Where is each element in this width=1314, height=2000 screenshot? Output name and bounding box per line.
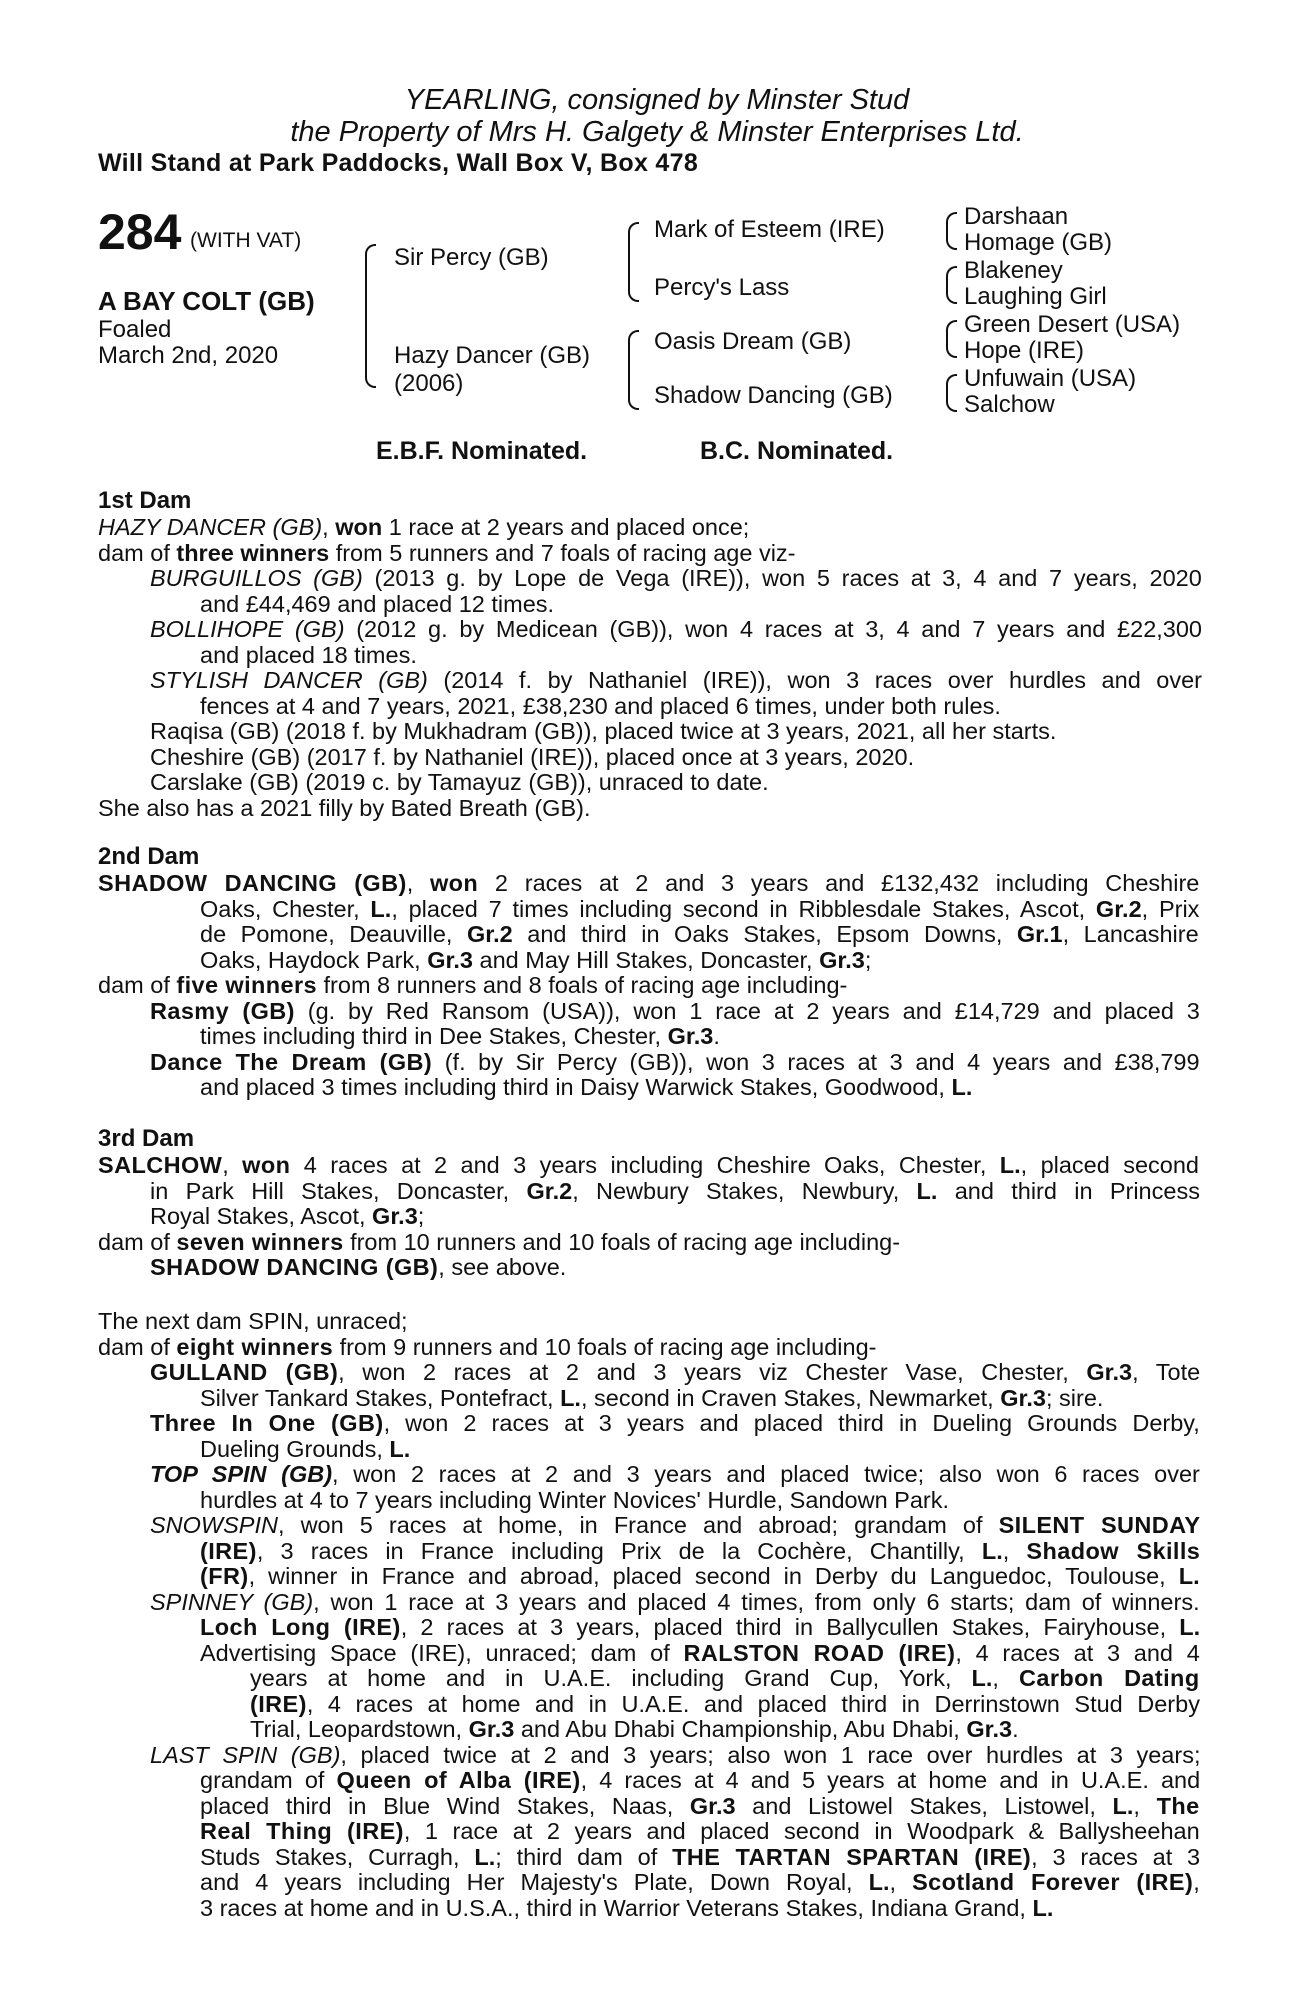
emphasis-text: (FR) bbox=[200, 1563, 249, 1589]
pedigree-g3: Unfuwain (USA) bbox=[964, 365, 1137, 392]
text-run: , won 1 race at 3 years and placed 4 times, from only 6 starts; dam of winners. bbox=[313, 1588, 1200, 1615]
stabling-line: Will Stand at Park Paddocks, Wall Box V, Box 478 bbox=[98, 149, 699, 177]
text-run: (2013 g. by Lope de Vega (IRE)), won 5 races at 3, 4 and 7 years, 2020 bbox=[362, 565, 1202, 591]
text-line bbox=[98, 1229, 900, 1255]
text-run: , bbox=[992, 1665, 1019, 1691]
emphasis-text: won bbox=[335, 514, 383, 540]
pedigree-brace-g3-3 bbox=[946, 320, 957, 358]
pedigree-g3: Blakeney bbox=[964, 257, 1063, 284]
emphasis-text: GULLAND (GB) bbox=[150, 1359, 339, 1385]
emphasis-text: SPINNEY (GB) bbox=[150, 1588, 314, 1615]
pedigree-brace-g3-2 bbox=[946, 266, 957, 304]
emphasis-text: Queen of Alba (IRE) bbox=[336, 1767, 581, 1793]
emphasis-text: Carbon Dating bbox=[1018, 1665, 1200, 1691]
emphasis-text: STYLISH DANCER (GB) bbox=[150, 667, 428, 693]
text-run: (2012 g. by Medicean (GB)), won 4 races at 3, 4 and 7 years and £22,300 bbox=[344, 616, 1203, 642]
emphasis-text: Gr.3 bbox=[372, 1203, 418, 1229]
emphasis-text: L. bbox=[1032, 1894, 1054, 1921]
third-dam-heading: 3rd Dam bbox=[98, 1125, 195, 1152]
text-line bbox=[150, 718, 1056, 744]
pedigree-g3: Salchow bbox=[964, 391, 1055, 418]
text-line bbox=[150, 616, 1202, 642]
text-run: fences at 4 and 7 years, 2021, £38,230 and placed 6 times, under both rules. bbox=[200, 692, 1001, 719]
text-run: and third in Oaks Stakes, Epsom Downs, bbox=[512, 921, 1017, 947]
pedigree-brace-g3-4 bbox=[946, 374, 957, 412]
pedigree-brace-main bbox=[365, 244, 376, 388]
text-run: and placed 3 times including third in Daisy Warwick Stakes, Goodwood, bbox=[200, 1074, 952, 1100]
emphasis-text: SILENT SUNDAY bbox=[998, 1512, 1201, 1538]
text-run: Oaks, Chester, bbox=[200, 895, 371, 922]
text-run: , bbox=[1193, 1869, 1200, 1895]
emphasis-text: three winners bbox=[176, 539, 330, 566]
text-run: and Listowel Stakes, Listowel, bbox=[735, 1792, 1113, 1819]
text-run: ; third dam of bbox=[495, 1843, 673, 1870]
text-line bbox=[200, 1385, 1103, 1411]
text-run: , won 2 races at 2 and 3 years viz Chester Vase, Chester, bbox=[338, 1359, 1087, 1385]
text-run: and Abu Dhabi Championship, Abu Dhabi, bbox=[514, 1716, 967, 1742]
emphasis-text: LAST SPIN (GB) bbox=[150, 1741, 341, 1768]
text-line bbox=[250, 1716, 1019, 1742]
emphasis-text: L. bbox=[971, 1665, 993, 1691]
pedigree-dam-sire: Oasis Dream (GB) bbox=[654, 328, 852, 355]
second-dam-heading: 2nd Dam bbox=[98, 843, 200, 870]
text-line bbox=[200, 1614, 1200, 1640]
text-run: (f. by Sir Percy (GB)), won 3 races at 3 and 4 years and £38,799 bbox=[432, 1048, 1200, 1075]
text-run: , 3 races in France including Prix de la Cochère, Chantilly, bbox=[256, 1537, 982, 1564]
text-run: Cheshire (GB) (2017 f. by Nathaniel (IRE)), placed once at 3 years, 2020. bbox=[150, 743, 915, 770]
text-run: , 4 races at 3 and 4 bbox=[955, 1639, 1200, 1666]
text-line bbox=[200, 947, 871, 973]
text-run: , bbox=[222, 1152, 243, 1178]
emphasis-text: BURGUILLOS (GB) bbox=[150, 565, 363, 591]
emphasis-text: Rasmy (GB) bbox=[150, 997, 295, 1024]
text-line bbox=[200, 1844, 1200, 1870]
first-dam-heading: 1st Dam bbox=[98, 487, 192, 514]
text-run: (g. by Red Ransom (USA)), won 1 race at 2 years and £14,729 and placed 3 bbox=[294, 997, 1200, 1024]
text-line bbox=[98, 1334, 876, 1360]
text-run: from 5 runners and 7 foals of racing age viz- bbox=[329, 539, 796, 566]
lot-description: A BAY COLT (GB) bbox=[98, 286, 315, 316]
text-run: Royal Stakes, Ascot, bbox=[150, 1203, 373, 1229]
text-line bbox=[150, 1461, 1200, 1487]
emphasis-text: L. bbox=[868, 1869, 890, 1895]
text-line bbox=[200, 1767, 1200, 1793]
text-line bbox=[98, 795, 590, 821]
emphasis-text: SHADOW DANCING (GB) bbox=[98, 870, 407, 896]
text-run: , 4 races at 4 and 5 years at home and in U.A.E. and bbox=[580, 1767, 1201, 1793]
emphasis-text: L. bbox=[389, 1435, 411, 1462]
text-line bbox=[200, 1640, 1200, 1666]
text-line bbox=[150, 769, 769, 795]
text-run: times including third in Dee Stakes, Chester, bbox=[200, 1023, 668, 1049]
text-run: 1 race at 2 years and placed once; bbox=[382, 514, 750, 540]
text-run: , bbox=[1002, 1537, 1027, 1564]
pedigree-g3: Hope (IRE) bbox=[964, 337, 1085, 364]
text-line bbox=[250, 1691, 1200, 1717]
ebf-nomination: E.B.F. Nominated. bbox=[376, 437, 588, 465]
emphasis-text: L. bbox=[1178, 1563, 1200, 1589]
pedigree-g3: Homage (GB) bbox=[964, 229, 1113, 256]
text-run: , winner in France and abroad, placed second in Derby du Languedoc, Toulouse, bbox=[248, 1563, 1179, 1589]
emphasis-text: SNOWSPIN bbox=[150, 1512, 278, 1538]
text-line bbox=[200, 896, 1199, 922]
text-run: dam of bbox=[98, 1228, 177, 1255]
emphasis-text: The bbox=[1156, 1792, 1200, 1819]
text-run: Silver Tankard Stakes, Pontefract, bbox=[200, 1384, 561, 1411]
text-run: , Tote bbox=[1132, 1359, 1201, 1385]
text-line bbox=[200, 1818, 1200, 1844]
text-run: , placed twice at 2 and 3 years; also won 1 race over hurdles at 3 years; bbox=[340, 1741, 1201, 1768]
text-run: , won 2 races at 2 and 3 years and placed twice; also won 6 races over bbox=[332, 1461, 1200, 1487]
text-line bbox=[150, 1178, 1200, 1204]
text-run: , see above. bbox=[438, 1254, 567, 1280]
emphasis-text: Dance The Dream (GB) bbox=[150, 1048, 433, 1075]
text-run: (2014 f. by Nathaniel (IRE)), won 3 races over hurdles and over bbox=[427, 667, 1203, 693]
emphasis-text: Gr.3 bbox=[427, 946, 473, 973]
text-line bbox=[150, 998, 1200, 1024]
text-run: from 8 runners and 8 foals of racing age including- bbox=[317, 972, 848, 998]
emphasis-text: L. bbox=[474, 1843, 496, 1870]
emphasis-text: Gr.1 bbox=[1016, 921, 1063, 947]
emphasis-text: Three In One (GB) bbox=[150, 1410, 384, 1436]
emphasis-text: HAZY DANCER (GB) bbox=[98, 514, 323, 540]
text-run: and third in Princess bbox=[937, 1177, 1200, 1204]
text-run: , 1 race at 2 years and placed second in Woodpark & Ballysheehan bbox=[403, 1818, 1200, 1844]
text-run: , bbox=[406, 870, 430, 896]
text-run: , 2 races at 3 years, placed third in Ballycullen Stakes, Fairyhouse, bbox=[400, 1614, 1180, 1640]
text-run: in Park Hill Stakes, Doncaster, bbox=[150, 1177, 527, 1204]
text-run: Dueling Grounds, bbox=[200, 1435, 390, 1462]
text-run: dam of bbox=[98, 539, 177, 566]
text-line bbox=[98, 540, 796, 566]
text-run: dam of bbox=[98, 972, 177, 998]
emphasis-text: Gr.3 bbox=[689, 1792, 736, 1819]
foaled-label: Foaled bbox=[98, 316, 172, 343]
emphasis-text: SALCHOW bbox=[98, 1152, 223, 1178]
text-run: She also has a 2021 filly by Bated Breath (GB). bbox=[98, 794, 591, 821]
text-line bbox=[98, 514, 749, 540]
text-line bbox=[200, 693, 1001, 719]
text-line bbox=[200, 1487, 949, 1513]
text-run: . bbox=[1012, 1716, 1019, 1742]
text-run: from 9 runners and 10 foals of racing age including- bbox=[333, 1333, 877, 1360]
text-run: Advertising Space (IRE), unraced; dam of bbox=[200, 1639, 684, 1666]
emphasis-text: Scotland Forever (IRE) bbox=[912, 1869, 1194, 1895]
pedigree-g3: Darshaan bbox=[964, 203, 1069, 230]
text-line bbox=[200, 642, 417, 668]
text-line bbox=[200, 1895, 1053, 1921]
pedigree-g3: Green Desert (USA) bbox=[964, 311, 1181, 338]
emphasis-text: Real Thing (IRE) bbox=[200, 1818, 404, 1844]
emphasis-text: RALSTON ROAD (IRE) bbox=[683, 1639, 956, 1666]
emphasis-text: Loch Long (IRE) bbox=[200, 1614, 401, 1640]
text-run: . bbox=[713, 1023, 720, 1049]
emphasis-text: (IRE) bbox=[200, 1537, 257, 1564]
emphasis-text: L. bbox=[951, 1074, 973, 1100]
text-line bbox=[150, 1203, 424, 1229]
emphasis-text: seven winners bbox=[176, 1228, 344, 1255]
pedigree-brace-g3-1 bbox=[946, 212, 957, 250]
text-run: The next dam SPIN, unraced; bbox=[98, 1308, 408, 1334]
text-run: dam of bbox=[98, 1333, 177, 1360]
emphasis-text: L. bbox=[1112, 1792, 1134, 1819]
text-run: , won 5 races at home, in France and abroad; grandam of bbox=[277, 1512, 999, 1538]
pedigree-sire: Sir Percy (GB) bbox=[394, 244, 549, 271]
emphasis-text: L. bbox=[981, 1537, 1003, 1564]
pedigree-sire-dam: Percy's Lass bbox=[654, 274, 790, 301]
pedigree-g3: Laughing Girl bbox=[964, 283, 1107, 310]
emphasis-text: L. bbox=[370, 895, 392, 922]
text-run: de Pomone, Deauville, bbox=[200, 921, 467, 947]
text-line bbox=[200, 1793, 1200, 1819]
pedigree-sire-sire: Mark of Esteem (IRE) bbox=[654, 216, 885, 243]
text-run: , Newbury Stakes, Newbury, bbox=[572, 1177, 917, 1204]
emphasis-text: L. bbox=[560, 1384, 581, 1411]
text-line bbox=[98, 1308, 408, 1334]
emphasis-text: Gr.3 bbox=[468, 1716, 515, 1742]
text-run: hurdles at 4 to 7 years including Winter Novices' Hurdle, Sandown Park. bbox=[200, 1486, 950, 1513]
text-line bbox=[150, 1049, 1200, 1075]
emphasis-text: L. bbox=[1179, 1614, 1201, 1640]
bc-nomination: B.C. Nominated. bbox=[700, 437, 894, 465]
text-line bbox=[200, 1538, 1200, 1564]
text-run: Studs Stakes, Curragh, bbox=[200, 1843, 475, 1870]
text-run: 3 races at home and in U.S.A., third in Warrior Veterans Stakes, Indiana Grand, bbox=[200, 1894, 1033, 1921]
text-run: Oaks, Haydock Park, bbox=[200, 946, 428, 973]
text-run: grandam of bbox=[200, 1767, 337, 1793]
text-run: , bbox=[1133, 1792, 1157, 1819]
text-run: and placed 18 times. bbox=[200, 641, 417, 668]
emphasis-text: Gr.3 bbox=[1086, 1359, 1133, 1385]
property-line: the Property of Mrs H. Galgety & Minster Enterprises Ltd. bbox=[290, 116, 1024, 148]
text-line bbox=[200, 591, 554, 617]
text-run: and £44,469 and placed 12 times. bbox=[200, 590, 555, 617]
pedigree-brace-dam bbox=[628, 330, 639, 410]
text-run: ; bbox=[864, 946, 872, 973]
emphasis-text: Gr.3 bbox=[667, 1023, 714, 1049]
text-line bbox=[200, 1563, 1200, 1589]
emphasis-text: Shadow Skills bbox=[1026, 1537, 1201, 1564]
text-line bbox=[200, 1074, 972, 1100]
text-line bbox=[150, 1359, 1200, 1385]
text-run: , 3 races at 3 bbox=[1031, 1843, 1201, 1870]
emphasis-text: Gr.2 bbox=[1095, 895, 1142, 922]
text-run: and 4 years including Her Majesty's Plate, Down Royal, bbox=[200, 1869, 869, 1895]
text-run: from 10 runners and 10 foals of racing age including- bbox=[343, 1228, 901, 1255]
pedigree-dam-year: (2006) bbox=[394, 370, 464, 397]
emphasis-text: five winners bbox=[176, 972, 317, 998]
vat-note: (WITH VAT) bbox=[190, 229, 302, 252]
emphasis-text: Gr.2 bbox=[526, 1177, 573, 1204]
text-run: , second in Craven Stakes, Newmarket, bbox=[580, 1384, 1001, 1411]
emphasis-text: Gr.3 bbox=[966, 1716, 1013, 1742]
text-run: years at home and in U.A.E. including Grand Cup, York, bbox=[250, 1665, 972, 1691]
text-line bbox=[98, 870, 1199, 896]
text-line bbox=[200, 1436, 410, 1462]
text-line bbox=[150, 1254, 566, 1280]
text-run: placed third in Blue Wind Stakes, Naas, bbox=[200, 1792, 690, 1819]
foaled-date: March 2nd, 2020 bbox=[98, 342, 279, 369]
emphasis-text: Gr.2 bbox=[466, 921, 513, 947]
text-line bbox=[98, 1152, 1199, 1178]
consignor-line: YEARLING, consigned by Minster Stud bbox=[404, 84, 910, 116]
text-run: 2 races at 2 and 3 years and £132,432 including Cheshire bbox=[478, 870, 1200, 896]
text-run: ; sire. bbox=[1045, 1384, 1104, 1411]
emphasis-text: BOLLIHOPE (GB) bbox=[150, 616, 345, 642]
emphasis-text: won bbox=[429, 870, 479, 896]
emphasis-text: THE TARTAN SPARTAN (IRE) bbox=[672, 1843, 1032, 1870]
text-line bbox=[150, 1742, 1200, 1768]
emphasis-text: SHADOW DANCING (GB) bbox=[150, 1254, 439, 1280]
text-run: , placed 7 times including second in Ribblesdale Stakes, Ascot, bbox=[391, 895, 1096, 922]
emphasis-text: Gr.3 bbox=[1000, 1384, 1046, 1411]
text-run: and May Hill Stakes, Doncaster, bbox=[472, 946, 820, 973]
lot-number: 284 bbox=[98, 204, 182, 260]
text-run: , Lancashire bbox=[1062, 921, 1199, 947]
pedigree-dam-dam: Shadow Dancing (GB) bbox=[654, 382, 893, 409]
text-line bbox=[200, 1023, 720, 1049]
text-run: , Prix bbox=[1141, 895, 1200, 922]
emphasis-text: L. bbox=[999, 1152, 1021, 1178]
pedigree-dam: Hazy Dancer (GB) bbox=[394, 342, 591, 369]
emphasis-text: eight winners bbox=[176, 1333, 334, 1360]
emphasis-text: TOP SPIN (GB) bbox=[150, 1461, 333, 1487]
text-run: , bbox=[889, 1869, 913, 1895]
text-line bbox=[150, 667, 1202, 693]
text-run: , won 2 races at 3 years and placed third in Dueling Grounds Derby, bbox=[383, 1410, 1200, 1436]
text-line bbox=[150, 1589, 1200, 1615]
text-run: Raqisa (GB) (2018 f. by Mukhadram (GB)), placed twice at 3 years, 2021, all her starts. bbox=[150, 718, 1057, 744]
text-line bbox=[200, 1869, 1200, 1895]
text-run: Trial, Leopardstown, bbox=[250, 1716, 469, 1742]
text-run: , 4 races at home and in U.A.E. and placed third in Derrinstown Stud Derby bbox=[306, 1690, 1200, 1717]
text-line bbox=[150, 1410, 1200, 1436]
text-line bbox=[150, 565, 1202, 591]
text-line bbox=[250, 1665, 1200, 1691]
text-run: , bbox=[322, 514, 336, 540]
emphasis-text: L. bbox=[916, 1177, 938, 1204]
emphasis-text: Gr.3 bbox=[819, 946, 865, 973]
emphasis-text: (IRE) bbox=[250, 1690, 307, 1717]
text-run: 4 races at 2 and 3 years including Cheshire Oaks, Chester, bbox=[290, 1152, 1000, 1178]
pedigree-brace-sire bbox=[628, 222, 639, 302]
text-line bbox=[200, 921, 1199, 947]
text-run: Carslake (GB) (2019 c. by Tamayuz (GB)), unraced to date. bbox=[150, 769, 769, 795]
text-run: ; bbox=[417, 1203, 425, 1229]
text-line bbox=[150, 1512, 1200, 1538]
text-line bbox=[150, 744, 914, 770]
emphasis-text: won bbox=[242, 1152, 291, 1178]
text-run: , placed second bbox=[1020, 1152, 1199, 1178]
text-line bbox=[98, 972, 847, 998]
